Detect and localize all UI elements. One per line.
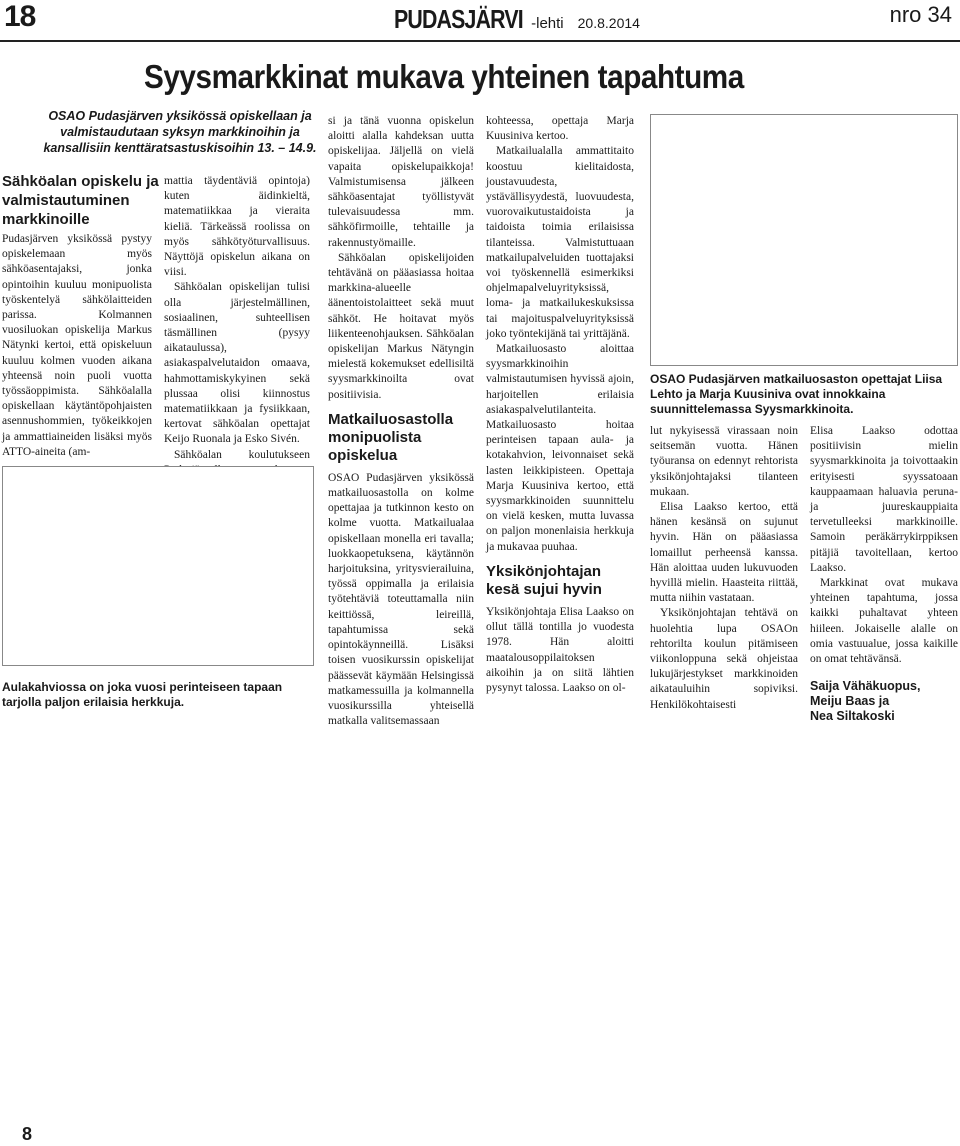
paragraph: mattia täydentäviä opintoja) kuten äidinkieltä, matematiikkaa ja vieraita kieliä. Tärkeässä roolissa on myös sähkötyöturvallisuus. Näyttöjä opiskelun aikana on viisi. (164, 175, 310, 279)
paragraph: Yksikönjohtajan tehtävä on huolehtia lupa OSAOn rehtorilta koulun pitämiseen viikonloppuna sekä ohjeistaa lukujärjestykset markkinoiden aikatauluihin sopiviksi. Henkilökohtaisesti (650, 607, 798, 711)
header-rule (0, 40, 960, 42)
subhead-electrical: Sähköalan opiskelu ja valmistautuminen markkinoille (2, 173, 159, 228)
column-c (328, 114, 474, 729)
byline-line: Nea Siltakoski (810, 709, 895, 724)
column-f (810, 424, 958, 724)
column-e (650, 424, 798, 713)
paragraph: Yksikönjohtaja Elisa Laakso on ollut tällä tontilla jo vuodesta 1978. Hän aloitti maatalousoppilaitoksen aikoihin ja on siitä lähtien pysynyt talossa. Laakso on ol- (486, 605, 634, 694)
byline (810, 679, 958, 724)
article-lead: OSAO Pudasjärven yksikössä opiskellaan ja valmistaudutaan syksyn markkinoihin ja kansallisiin kenttäratsastuskisoihin 13. – 14.9. (43, 109, 317, 155)
paragraph: OSAO Pudasjärven yksikössä matkailuosastolla on kolme opettajaa ja tutkinnon kesto on kolme vuotta. Matkailualaa opiskellaan monella eri tavalla; luokkaopetuksena, käytännön harjoituksina, yritysvierailuina, työssä oppimalla ja erilaisia työtehtäviä toteuttamalla niin keittiössä, leireillä, tapahtumissa sekä opintokäynneillä. Lisäksi toisen vuosikurssin opiskelijat päässevät käymään Helsingissä matkamessuilla ja kolmannella vuosikurssilla yhteisellä matkalla valitsemassaan (328, 471, 474, 728)
column-b (164, 174, 310, 493)
column-d (486, 114, 634, 696)
subhead-director: Yksikönjohtajan kesä sujui hyvin (486, 562, 602, 598)
paragraph: Matkailuosasto aloittaa syysmarkkinoihin valmistautumisen hyvissä ajoin, harjoitellen erilaisia asiakaspalvelutilanteita. Matkailuosasto hoitaa perinteisen tapaan aula- ja kotakahvion, leivonnaiset sekä lasten leikkipisteen. Opettaja Marja Kuusiniva kertoo, että syysmarkkinoiden suunnittelu on vielä kesken, mutta luvassa on paljon monenlaisia herkkuja ja mukavaa puuhaa. (486, 343, 634, 553)
paragraph: si ja tänä vuonna opiskelun aloitti alalla kahdeksan uutta opiskelijaa. Jäljellä on vielä vapaita opiskelupaikkoja! Valmistumisensa jälkeen sähköasentajat työllistyvät tulevaisuudessa mm. sähköfirmoille, tehtaille ja rakennustyömaille. (328, 115, 474, 249)
subhead-tourism: Matkailuosastolla monipuolista opiskelua (328, 410, 454, 464)
photo-caption-teachers: OSAO Pudasjärven matkailuosaston opettajat Liisa Lehto ja Marja Kuusiniva ovat innokkaina suunnittelemassa Syysmarkkinoita. (650, 372, 943, 416)
masthead (394, 4, 640, 35)
footer-page-number: 8 (22, 1124, 33, 1144)
paragraph: Matkailualalla ammattitaito koostuu kielitaidosta, joustavuudesta, ystävällisyydestä, luovuudesta, vuorovaikutustaidoista ja taidoista toimia erilaisissa tilanteissa. Valmistuttuaan matkailupalveluiden tuottajaksi voi työskennellä esimerkiksi ohjelmapalveluyrityksissä, loma- ja matkailukeskuksissa tai majoituspalveluyrityksissä joko työntekijänä tai yrittäjänä. (486, 145, 634, 340)
photo-cafe (2, 466, 314, 666)
masthead-title: PUDASJÄRVI (394, 4, 523, 34)
paragraph: Sähköalan opiskelijan tulisi olla järjestelmällinen, sosiaalinen, suhteellisen täsmällinen (pysyy aikataulussa), asiakaspalvelutaidon omaava, hahmottamiskykyinen sekä plussaa olisi kiinnostus matematiikkaan ja fysiikkaan, kertovat sähköalan opettajat Keijo Ruonala ja Esko Sivén. (164, 281, 310, 446)
byline-line: Meiju Baas ja (810, 694, 890, 709)
photo-caption-cafe: Aulakahviossa on joka vuosi perinteiseen tapaan tarjolla paljon erilaisia herkkuja. (2, 680, 283, 709)
page-number: 18 (4, 0, 36, 33)
paragraph: kohteessa, opettaja Marja Kuusiniva kertoo. (486, 115, 634, 143)
paragraph: Sähköalan koulutukseen (174, 448, 310, 461)
paragraph: Elisa Laakso odottaa positiivisin mielin syysmarkkinoita ja toivottaakin erityisesti syyssatoaan kauppaamaan haluavia peruna- ja juureskauppiaita tervetulleeksi markkinoille. Samoin peräkärrykirppiksen pitäjiä tavoitellaan, kertoo Laakso. (810, 425, 958, 574)
issue-date: 20.8.2014 (577, 15, 640, 31)
photo-teachers (650, 114, 958, 366)
paragraph: lut nykyisessä virassaan noin seitsemän vuotta. Hänen työuransa on edennyt rehtorista yksikönjohtajaksi tilanteen mukaan. (650, 425, 798, 498)
column-a (2, 232, 152, 460)
paragraph: Markkinat ovat mukava yhteinen tapahtuma, jossa kaikki puhaltavat yhteen hiileen. Jokaiselle alalle on omia vastuualue, jossa kaikille on omat tehtävänsä. (810, 577, 958, 666)
article-headline: Syysmarkkinat mukava yhteinen tapahtuma (144, 58, 744, 95)
masthead-suffix: -lehti (531, 15, 564, 32)
byline-line: Saija Vähäkuopus, (810, 679, 921, 694)
paragraph: Sähköalan opiskelijoiden tehtävänä on pääasiassa hoitaa markkina-alueelle äänentoistolaitteet sekä muut sähköt. He hoitavat myös liikenteenohjauksen. Sähköalan opiskelijan Markus Nätyngin mielestä kokemukset edellisiltä syysmarkkinoilta ovat positiivisia. (328, 251, 474, 401)
paragraph: Elisa Laakso kertoo, että hänen kesänsä on sujunut hyvin. Hän on pääasiassa lomaillut perheensä kanssa. Hän aloittaa uuden lukuvuoden hyvillä mielin. Haasteita riittää, mutta niihin vastataan. (650, 501, 798, 605)
issue-number: nro 34 (889, 2, 952, 27)
paragraph: Pudasjärven yksikössä pystyy opiskelemaan myös sähköasentajaksi, jonka opintoihin kuuluu monipuolista työskentelyä sähkölaitteiden parissa. Kolmannen vuosiluokan opiskelija Markus Nätynki kertoi, että opiskeluun kuuluu kolmen vuoden aikana yhteensä noin puoli vuotta työssäoppimista. Sähköalalla opiskellaan käytäntöpohjaisten asennushommien, työkeikkojen ja ammattiaineiden lisäksi myös ATTO-aineita (am- (2, 233, 152, 458)
